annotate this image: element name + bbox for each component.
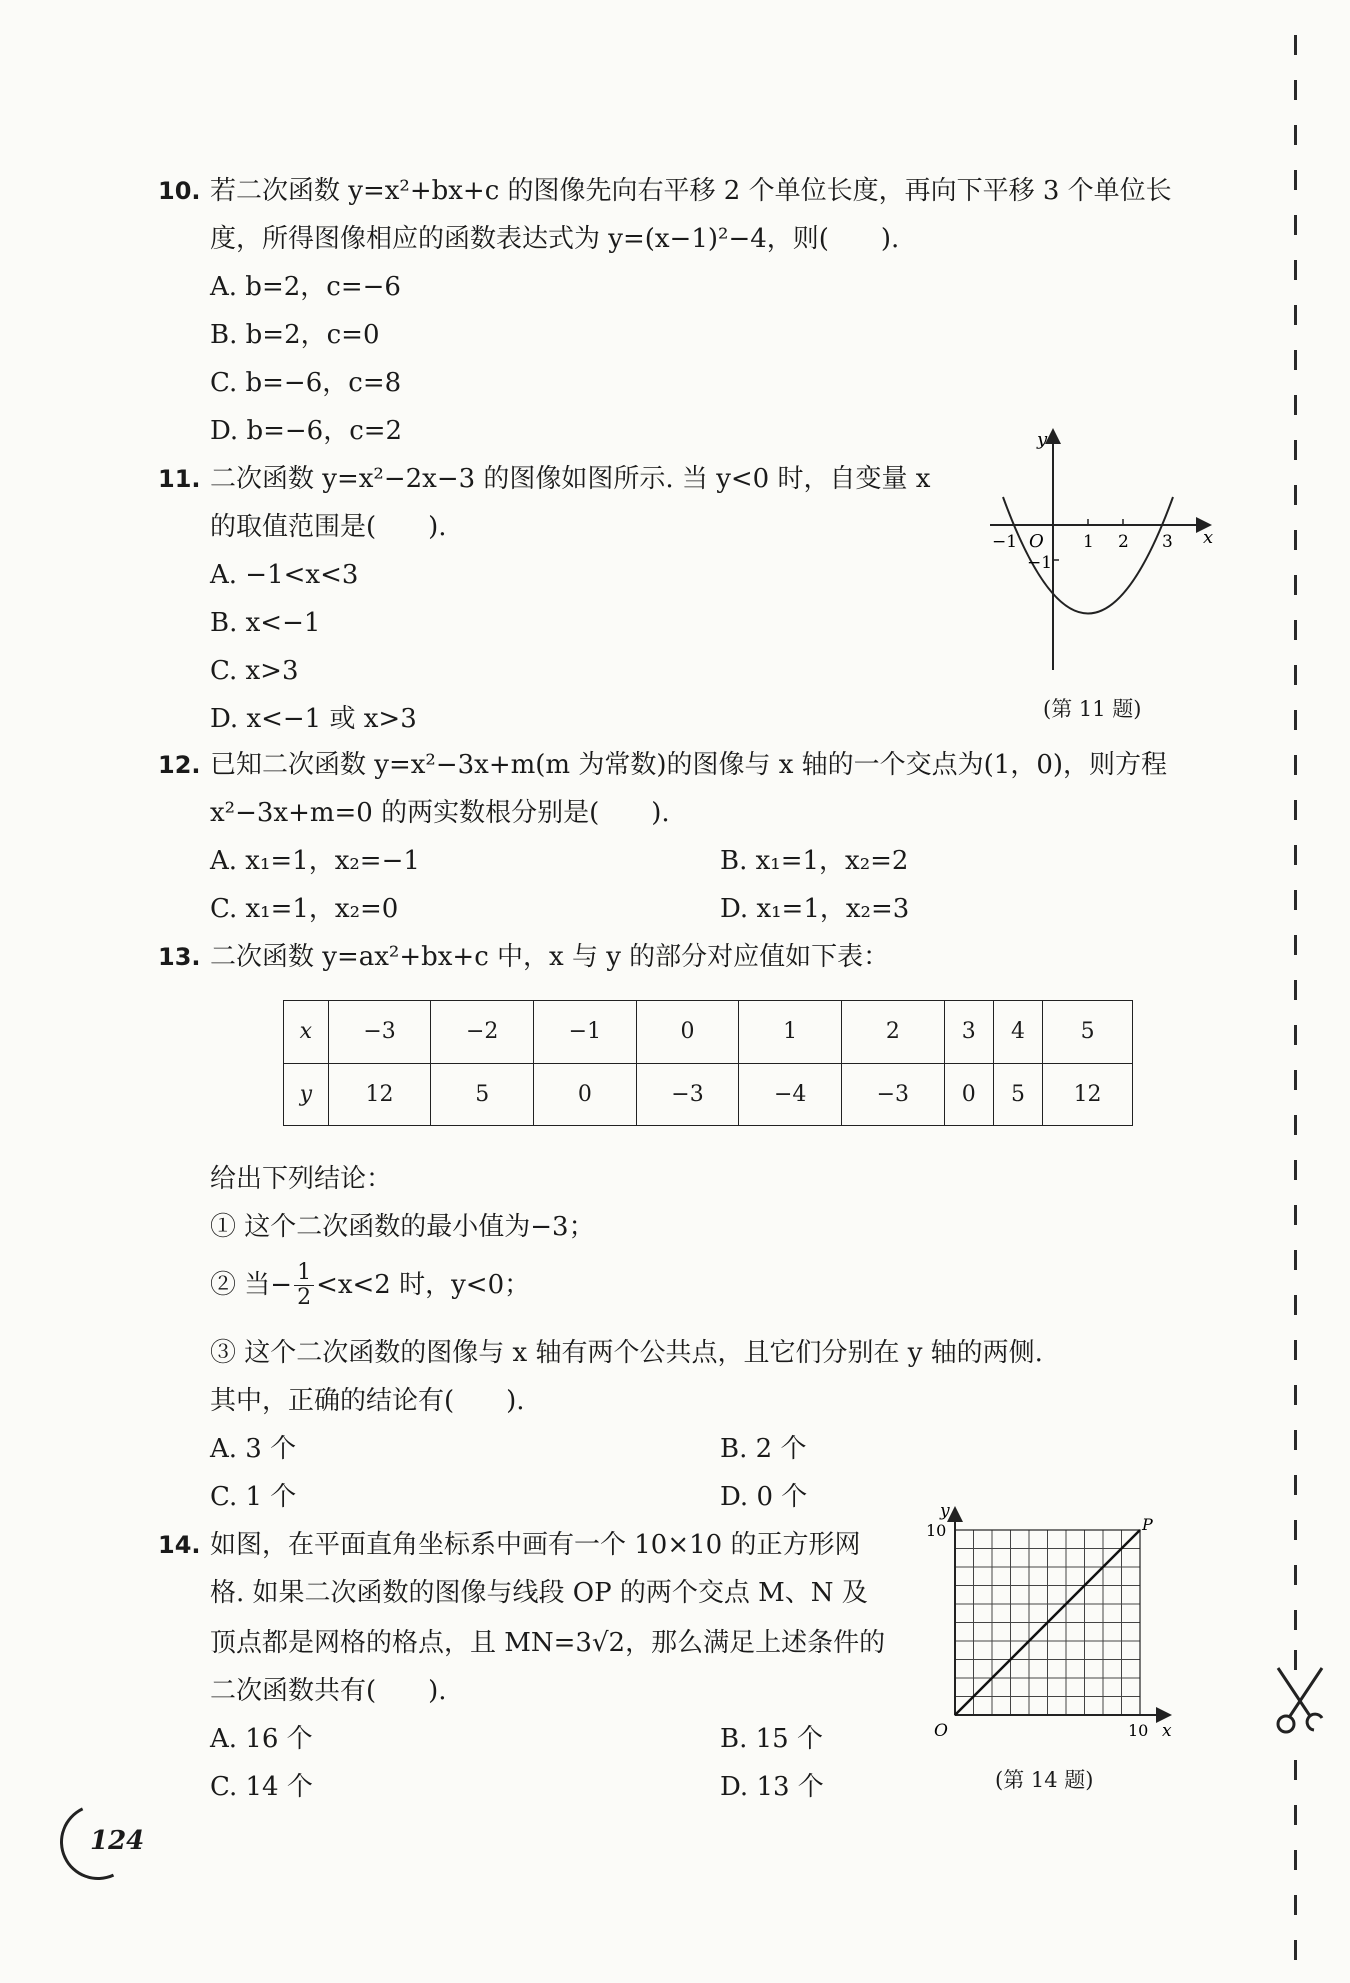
option-a: A. −1<x<3 [210, 560, 359, 590]
table-cell: −2 [431, 1001, 534, 1064]
table-cell: −1 [534, 1001, 637, 1064]
y-axis-label: y [940, 1501, 950, 1521]
value-table [283, 1000, 1133, 1126]
table-cell: −3 [328, 1001, 431, 1064]
option-d: D. 0 个 [720, 1482, 808, 1512]
option-a: A. b=2，c=−6 [210, 272, 401, 302]
question-number: 11. [158, 465, 201, 493]
option-a: A. 3 个 [210, 1434, 297, 1464]
x-axis-label: x [1162, 1721, 1172, 1741]
option-d: D. b=−6，c=2 [210, 416, 403, 446]
option-d: D. x<−1 或 x>3 [210, 704, 417, 734]
option-c: C. x₁=1，x₂=0 [210, 894, 399, 924]
table-cell: −3 [636, 1063, 739, 1126]
x-axis-label: x [1203, 527, 1214, 548]
figure-14-caption: (第 14 题) [995, 1768, 1094, 1792]
question-text-line: 格. 如果二次函数的图像与线段 OP 的两个交点 M、N 及 [210, 1578, 868, 1608]
origin-label: O [1029, 531, 1044, 552]
question-number: 10. [158, 177, 201, 205]
table-cell: 5 [993, 1063, 1042, 1126]
option-d: D. x₁=1，x₂=3 [720, 894, 910, 924]
option-c: C. x>3 [210, 656, 299, 686]
figure-11-parabola-graph [985, 425, 1230, 685]
question-text-line: 的取值范围是( ). [210, 512, 447, 542]
question-text-line: 若二次函数 y=x²+bx+c 的图像先向右平移 2 个单位长度，再向下平移 3 个单位长 [210, 176, 1172, 206]
option-a: A. 16 个 [210, 1724, 313, 1754]
conclusion-2-suffix: <x<2 时，y<0； [316, 1270, 531, 1300]
y-tick-label: −1 [1027, 553, 1053, 573]
question-text-line: 度，所得图像相应的函数表达式为 y=(x−1)²−4，则( ). [210, 224, 900, 254]
question-text-line: 二次函数 y=x²−2x−3 的图像如图所示. 当 y<0 时，自变量 x [210, 464, 931, 494]
conclusion-3: ③ 这个二次函数的图像与 x 轴有两个公共点，且它们分别在 y 轴的两侧. [210, 1338, 1043, 1368]
fraction-numerator: 1 [294, 1261, 314, 1286]
conclusion-2-prefix: ② 当− [210, 1270, 293, 1300]
table-cell: 3 [944, 1001, 993, 1064]
option-c: C. 1 个 [210, 1482, 297, 1512]
x-tick-label: 2 [1118, 532, 1129, 552]
scissors-icon [1270, 1660, 1330, 1740]
question-number: 12. [158, 751, 201, 779]
question-text-line: 二次函数共有( ). [210, 1676, 447, 1706]
y-tick-label: 10 [926, 1521, 947, 1540]
point-p-label: P [1142, 1515, 1153, 1534]
table-cell: 0 [944, 1063, 993, 1126]
table-cell: 0 [636, 1001, 739, 1064]
x-tick-label: 10 [1128, 1721, 1149, 1740]
question-text-line: 如图，在平面直角坐标系中画有一个 10×10 的正方形网 [210, 1530, 861, 1560]
table-cell: 5 [1043, 1001, 1133, 1064]
x-tick-label: 3 [1162, 532, 1173, 552]
figure-14-grid-graph [920, 1500, 1180, 1750]
option-a: A. x₁=1，x₂=−1 [210, 846, 420, 876]
option-b: B. 2 个 [720, 1434, 807, 1464]
question-text-line: 已知二次函数 y=x²−3x+m(m 为常数)的图像与 x 轴的一个交点为(1，0)，则方程 [210, 750, 1168, 780]
fraction [294, 1261, 314, 1310]
table-row-x [284, 1001, 1133, 1064]
x-tick-label: 1 [1083, 532, 1094, 552]
y-axis-label: y [1037, 429, 1048, 450]
conclusion-2 [210, 1255, 530, 1315]
conclusion-1: ① 这个二次函数的最小值为−3； [210, 1212, 595, 1242]
option-b: B. x₁=1，x₂=2 [720, 846, 909, 876]
conclusions-intro: 给出下列结论： [210, 1164, 393, 1194]
table-cell: 1 [739, 1001, 842, 1064]
table-header-y: y [284, 1063, 329, 1126]
option-b: B. b=2，c=0 [210, 320, 380, 350]
fraction-denominator: 2 [297, 1284, 312, 1310]
table-cell: 0 [534, 1063, 637, 1126]
table-cell: −4 [739, 1063, 842, 1126]
table-header-x: x [284, 1001, 329, 1064]
question-text-line: x²−3x+m=0 的两实数根分别是( ). [210, 798, 670, 828]
question-number: 13. [158, 943, 201, 971]
question-text-line: 顶点都是网格的格点，且 MN=3√2，那么满足上述条件的 [210, 1628, 886, 1658]
table-cell: 12 [328, 1063, 431, 1126]
option-c: C. 14 个 [210, 1772, 313, 1802]
question-number: 14. [158, 1531, 201, 1559]
option-c: C. b=−6，c=8 [210, 368, 402, 398]
table-cell: 12 [1043, 1063, 1133, 1126]
option-b: B. x<−1 [210, 608, 321, 638]
question-text-line: 二次函数 y=ax²+bx+c 中，x 与 y 的部分对应值如下表： [210, 942, 890, 972]
table-cell: 4 [993, 1001, 1042, 1064]
table-cell: −3 [842, 1063, 945, 1126]
question-text-line: 其中，正确的结论有( ). [210, 1386, 525, 1416]
table-cell: 2 [842, 1001, 945, 1064]
option-b: B. 15 个 [720, 1724, 823, 1754]
table-cell: 5 [431, 1063, 534, 1126]
x-tick-label: −1 [992, 532, 1018, 552]
page-number: 124 [90, 1826, 145, 1856]
option-d: D. 13 个 [720, 1772, 824, 1802]
origin-label: O [934, 1721, 948, 1741]
table-row-y [284, 1063, 1133, 1126]
figure-11-caption: (第 11 题) [1043, 697, 1142, 721]
